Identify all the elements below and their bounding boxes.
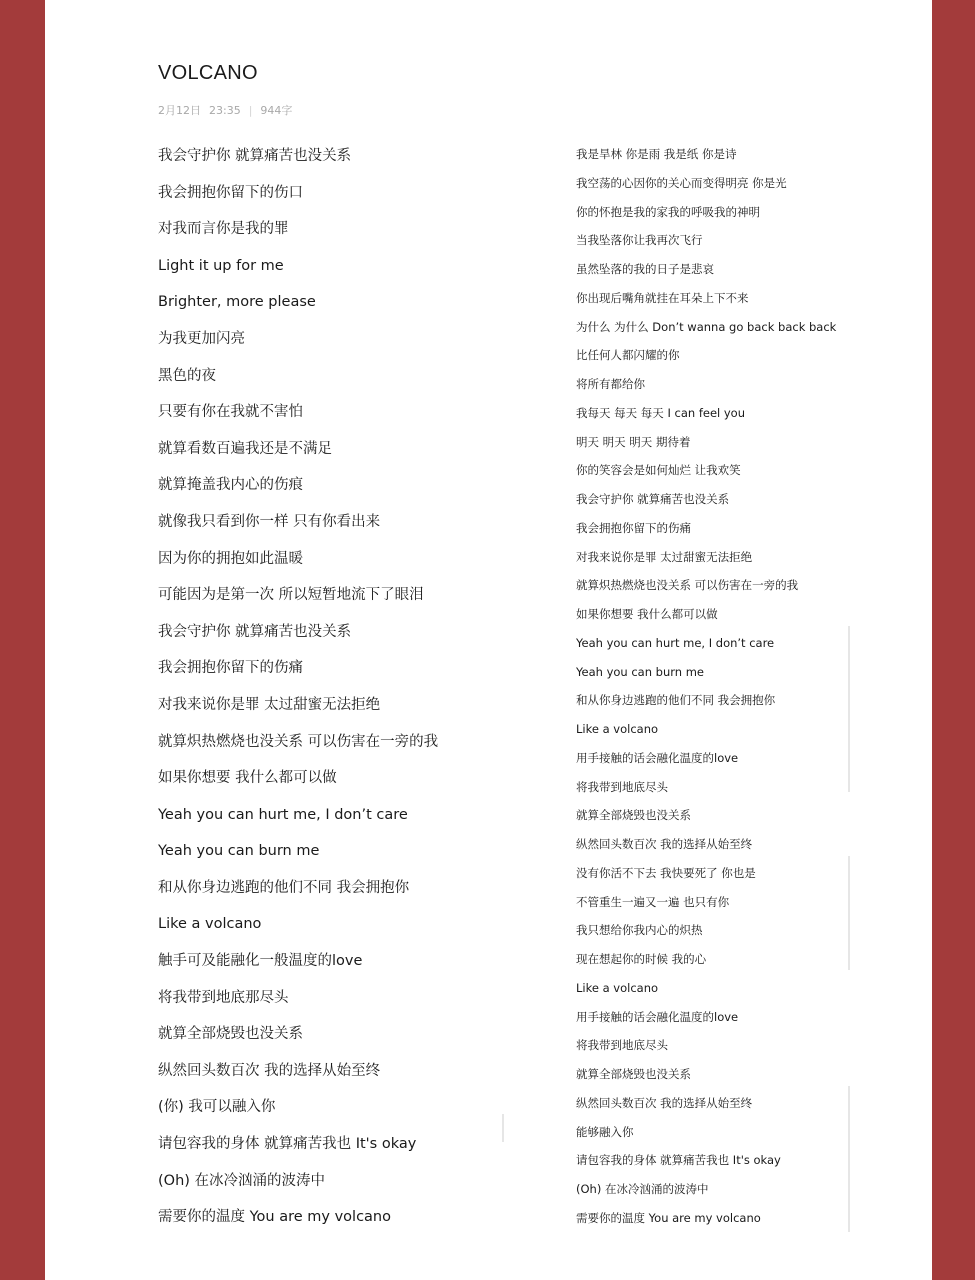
- lyric-line: 你的笑容会是如何灿烂 让我欢笑: [576, 463, 741, 478]
- lyric-line: 就算炽热燃烧也没关系 可以伤害在一旁的我: [576, 578, 799, 593]
- lyric-line: (你) 我可以融入你: [158, 1099, 276, 1116]
- lyric-line: 纵然回头数百次 我的选择从始至终: [158, 1062, 381, 1079]
- lyric-line: 你的怀抱是我的家我的呼吸我的神明: [576, 204, 760, 219]
- lyric-line: 黑色的夜: [158, 367, 216, 384]
- left-border: [0, 0, 45, 1280]
- note-meta: [158, 102, 292, 118]
- lyric-line: 对我来说你是罪 太过甜蜜无法拒绝: [576, 549, 753, 564]
- lyric-line: 因为你的拥抱如此温暖: [158, 550, 303, 567]
- lyric-line: 就算炽热燃烧也没关系 可以伤害在一旁的我: [158, 733, 439, 750]
- scroll-indicator: [848, 856, 850, 970]
- lyric-line: 不管重生一遍又一遍 也只有你: [576, 894, 730, 909]
- lyric-line: 我每天 每天 每天 I can feel you: [576, 405, 746, 420]
- lyric-line: 对我来说你是罪 太过甜蜜无法拒绝: [158, 696, 381, 713]
- lyric-line: 用手接触的话会融化温度的love: [576, 1009, 739, 1024]
- lyric-line: 当我坠落你让我再次飞行: [576, 233, 703, 248]
- lyric-line: 请包容我的身体 就算痛苦我也 It's okay: [158, 1136, 417, 1153]
- lyric-line: 需要你的温度 You are my volcano: [576, 1210, 761, 1225]
- lyric-line: 请包容我的身体 就算痛苦我也 It's okay: [576, 1153, 781, 1168]
- lyric-line: 如果你想要 我什么都可以做: [158, 770, 337, 787]
- lyric-line: Yeah you can hurt me, I don’t care: [576, 635, 775, 650]
- lyric-line: 和从你身边逃跑的他们不同 我会拥抱你: [576, 693, 776, 708]
- scroll-indicator: [502, 1114, 504, 1142]
- lyric-line: 触手可及能融化一般温度的love: [158, 953, 363, 970]
- lyric-line: Like a volcano: [158, 916, 262, 933]
- lyric-line: Yeah you can burn me: [576, 664, 704, 679]
- lyric-line: 我会拥抱你留下的伤痛: [576, 520, 691, 535]
- lyric-line: 就算全部烧毁也没关系: [576, 808, 691, 823]
- lyric-line: 将我带到地底尽头: [576, 1038, 668, 1053]
- word-count: 944字: [260, 104, 293, 117]
- lyric-line: 为我更加闪亮: [158, 330, 245, 347]
- lyric-line: 我会守护你 就算痛苦也没关系: [158, 148, 352, 164]
- lyric-line: 能够融入你: [576, 1124, 634, 1139]
- lyric-line: 明天 明天 明天 期待着: [576, 434, 691, 449]
- scroll-indicator: [848, 626, 850, 792]
- meta-separator: |: [248, 104, 253, 117]
- lyric-line: 如果你想要 我什么都可以做: [576, 607, 718, 621]
- lyric-line: 纵然回头数百次 我的选择从始至终: [576, 1095, 753, 1110]
- lyric-line: 我只想给你我内心的炽热: [576, 923, 703, 938]
- lyric-line: 我是旱林 你是雨 我是纸 你是诗: [576, 147, 737, 161]
- lyric-line: Yeah you can burn me: [158, 843, 320, 860]
- scroll-indicator: [848, 1086, 850, 1232]
- lyric-line: 虽然坠落的我的日子是悲哀: [576, 262, 714, 276]
- note-time: 23:35: [209, 104, 241, 117]
- lyric-line: (Oh) 在冰冷汹涌的波涛中: [576, 1182, 709, 1196]
- lyric-line: 为什么 为什么 Don’t wanna go back back back: [576, 319, 837, 334]
- lyric-line: 对我而言你是我的罪: [158, 221, 289, 238]
- lyric-line: 我会拥抱你留下的伤痛: [158, 660, 303, 677]
- lyric-line: Like a volcano: [576, 980, 659, 995]
- lyric-line: 现在想起你的时候 我的心: [576, 952, 707, 966]
- lyric-line: 就算看数百遍我还是不满足: [158, 440, 332, 457]
- lyric-line: 比任何人都闪耀的你: [576, 348, 680, 363]
- lyric-line: 就算全部烧毁也没关系: [576, 1067, 691, 1081]
- lyric-line: 我空荡的心因你的关心而变得明亮 你是光: [576, 175, 787, 190]
- right-border: [932, 0, 975, 1280]
- lyric-line: Brighter, more please: [158, 294, 316, 311]
- lyric-line: Yeah you can hurt me, I don’t care: [158, 806, 408, 823]
- lyric-line: (Oh) 在冰冷汹涌的波涛中: [158, 1172, 326, 1189]
- lyric-line: 需要你的温度 You are my volcano: [158, 1209, 391, 1226]
- lyric-line: 和从你身边逃跑的他们不同 我会拥抱你: [158, 879, 410, 896]
- lyric-line: 我会拥抱你留下的伤口: [158, 184, 303, 201]
- lyric-line: 就像我只看到你一样 只有你看出来: [158, 513, 381, 530]
- lyric-line: Like a volcano: [576, 722, 659, 736]
- lyric-line: Light it up for me: [158, 257, 284, 274]
- note-date: 2月12日: [158, 104, 201, 117]
- note-page: [45, 0, 932, 1280]
- lyric-line: 没有你活不下去 我快要死了 你也是: [576, 865, 756, 880]
- lyric-line: 将我带到地底那尽头: [158, 989, 289, 1006]
- lyric-line: 就算全部烧毁也没关系: [158, 1026, 303, 1043]
- lyrics-column-left: [158, 140, 518, 1238]
- lyric-line: 我会守护你 就算痛苦也没关系: [158, 623, 352, 640]
- lyric-line: 我会守护你 就算痛苦也没关系: [576, 492, 730, 506]
- note-title: VOLCANO: [158, 62, 258, 84]
- lyric-line: 将所有都给你: [576, 377, 645, 391]
- lyric-line: 只要有你在我就不害怕: [158, 404, 303, 421]
- lyric-line: 将我带到地底尽头: [576, 779, 668, 794]
- lyric-line: 就算掩盖我内心的伤痕: [158, 477, 303, 494]
- lyric-line: 用手接触的话会融化温度的love: [576, 750, 739, 765]
- lyrics-column-right: [576, 141, 866, 1234]
- lyric-line: 可能因为是第一次 所以短暂地流下了眼泪: [158, 587, 424, 604]
- lyric-line: 纵然回头数百次 我的选择从始至终: [576, 837, 753, 851]
- lyric-line: 你出现后嘴角就挂在耳朵上下不来: [576, 290, 749, 305]
